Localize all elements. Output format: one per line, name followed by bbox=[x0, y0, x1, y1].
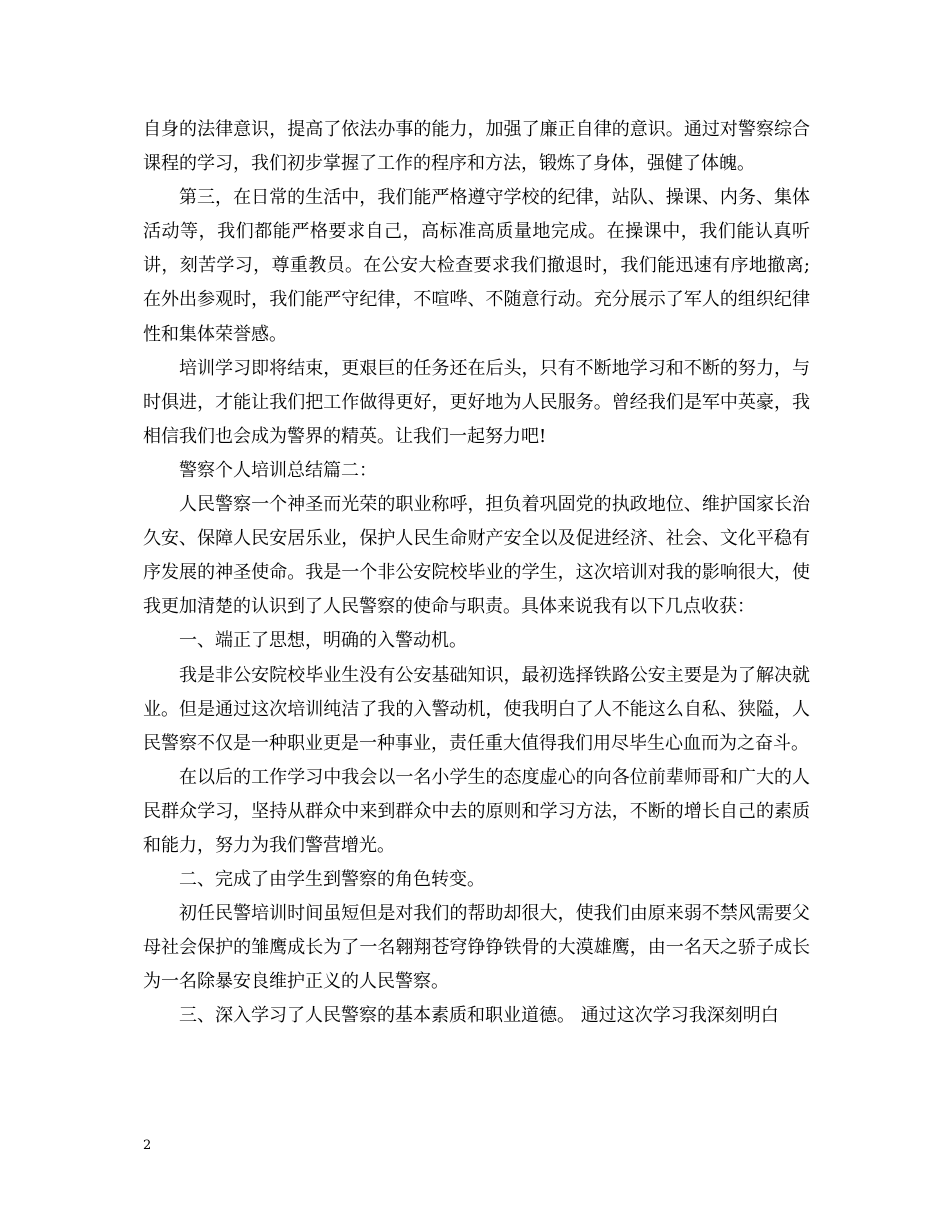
point-heading-3: 三、深入学习了人民警察的基本素质和职业道德。 通过这次学习我深刻明白 bbox=[179, 1005, 779, 1027]
paragraph-2: 第三，在日常的生活中，我们能严格遵守学校的纪律，站队、操课、内务、集体活动等，我们都能严格要求自己，高标准高质量地完成。在操课中，我们能认真听讲，刻苦学习，尊重教员。在公安大检查要求我们撤退时，我们能迅速有序地撤离;在外出参观时，我们能严守纪律，不喧哗、不随意行动。充分展示了军人的组织纪律性和集体荣誉感。 bbox=[143, 187, 810, 345]
paragraph-1: 自身的法律意识，提高了依法办事的能力，加强了廉正自律的意识。通过对警察综合课程的学习，我们初步掌握了工作的程序和方法，锻炼了身体，强健了体魄。 bbox=[143, 119, 810, 175]
section-heading-part-two: 警察个人培训总结篇二： bbox=[179, 459, 377, 481]
point-heading-2: 二、完成了由学生到警察的角色转变。 bbox=[179, 869, 485, 891]
paragraph-8: 在以后的工作学习中我会以一名小学生的态度虚心的向各位前辈师哥和广大的人民群众学习，坚持从群众中来到群众中去的原则和学习方法，不断的增长自己的素质和能力，努力为我们警营增光。 bbox=[143, 766, 810, 856]
paragraph-5: 人民警察一个神圣而光荣的职业称呼，担负着巩固党的执政地位、维护国家长治久安、保障人民安居乐业，保护人民生命财产安全以及促进经济、社会、文化平稳有序发展的神圣使命。我是一个非公安院校毕业的学生，这次培训对我的影响很大，使我更加清楚的认识到了人民警察的使命与职责。具体来说我有以下几点收获： bbox=[143, 494, 810, 618]
paragraph-10: 初任民警培训时间虽短但是对我们的帮助却很大，使我们由原来弱不禁风需要父母社会保护的雏鹰成长为了一名翱翔苍穹铮铮铁骨的大漠雄鹰，由一名天之骄子成长为一名除暴安良维护正义的人民警察。 bbox=[143, 903, 810, 993]
paragraph-7: 我是非公安院校毕业生没有公安基础知识，最初选择铁路公安主要是为了解决就业。但是通过这次培训纯洁了我的入警动机，使我明白了人不能这么自私、狭隘，人民警察不仅是一种职业更是一种事业，责任重大值得我们用尽毕生心血而为之奋斗。 bbox=[143, 664, 810, 754]
paragraph-3: 培训学习即将结束，更艰巨的任务还在后头，只有不断地学习和不断的努力，与时俱进，才能让我们把工作做得更好，更好地为人民服务。曾经我们是军中英豪，我相信我们也会成为警界的精英。让我们一起努力吧! bbox=[143, 357, 810, 447]
point-heading-1: 一、端正了思想，明确的入警动机。 bbox=[179, 630, 467, 652]
page-number: 2 bbox=[143, 1138, 152, 1153]
body-text bbox=[143, 113, 810, 1034]
